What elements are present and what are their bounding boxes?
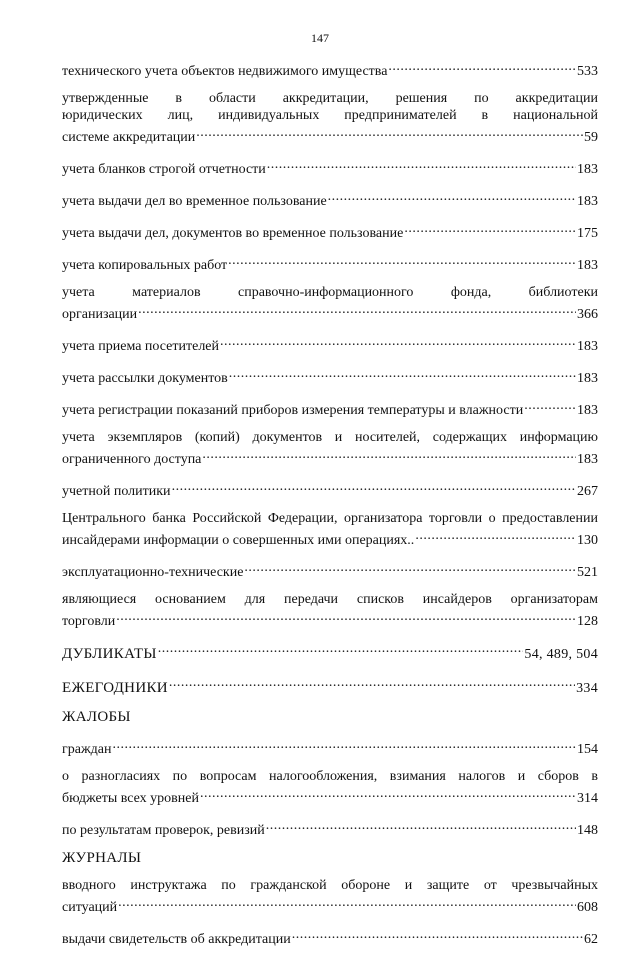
dot-leader — [118, 894, 576, 911]
index-entry — [62, 478, 598, 500]
entry-last-line — [62, 220, 598, 242]
index-entry — [62, 736, 598, 758]
entry-last-line — [62, 156, 598, 178]
dot-leader — [200, 785, 576, 802]
entry-text: торговли — [62, 614, 116, 629]
dot-leader — [196, 124, 583, 141]
entry-text: выдачи свидетельств об аккредитации — [62, 932, 291, 947]
dot-leader — [266, 817, 576, 834]
entry-text: граждан — [62, 742, 112, 757]
entry-last-line — [62, 527, 598, 549]
dot-leader — [524, 397, 576, 414]
dot-leader — [229, 365, 576, 382]
page-reference: 128 — [577, 614, 598, 629]
page-reference: 154 — [577, 742, 598, 757]
entry-text: по результатам проверок, ревизий — [62, 823, 265, 838]
dot-leader — [228, 252, 576, 269]
index-block-journals — [62, 877, 598, 948]
page-reference: 608 — [577, 900, 598, 915]
index-entry — [62, 429, 598, 468]
index-heading-yearbooks — [62, 674, 598, 698]
dot-leader — [158, 640, 524, 658]
page-reference: 183 — [577, 452, 598, 467]
page-reference: 175 — [577, 226, 598, 241]
page-reference: 366 — [577, 307, 598, 322]
index-entry — [62, 156, 598, 178]
page-reference: 314 — [577, 791, 598, 806]
entry-text-line: утвержденные в области аккредитации, решения по аккредитации — [62, 91, 598, 106]
index-entry — [62, 510, 598, 549]
dot-leader — [415, 527, 576, 544]
index-entry — [62, 58, 598, 80]
dot-leader — [112, 736, 576, 753]
entry-last-line — [62, 478, 598, 500]
page-reference: 183 — [577, 162, 598, 177]
entry-last-line — [62, 188, 598, 210]
entry-text: учета бланков строгой отчетности — [62, 162, 266, 177]
index-entry — [62, 333, 598, 355]
entry-last-line — [62, 608, 598, 630]
entry-text: учета регистрации показаний приборов измерения температуры и влажности — [62, 403, 524, 418]
page-reference: 59 — [584, 130, 598, 145]
index-entry — [62, 877, 598, 916]
dot-leader — [138, 301, 576, 318]
entry-text: организации — [62, 307, 138, 322]
index-entry — [62, 284, 598, 323]
heading-label: ЕЖЕГОДНИКИ — [62, 680, 168, 696]
dot-leader — [116, 608, 576, 625]
index-entry — [62, 90, 598, 146]
index-block-1 — [62, 58, 598, 630]
dot-leader — [292, 926, 583, 943]
entry-text: учета приема посетителей — [62, 339, 220, 354]
entry-last-line — [62, 365, 598, 387]
entry-text-line: вводного инструктажа по гражданской обороне и защите от чрезвычайных — [62, 878, 598, 893]
entry-last-line — [62, 817, 598, 839]
dot-leader — [388, 58, 576, 75]
entry-last-line — [62, 301, 598, 323]
index-entry — [62, 926, 598, 948]
entry-text: учетной политики — [62, 484, 171, 499]
dot-leader — [169, 674, 575, 692]
page-reference: 533 — [577, 64, 598, 79]
page-reference: 267 — [577, 484, 598, 499]
page-reference: 130 — [577, 533, 598, 548]
entry-last-line — [62, 446, 598, 468]
index-entry — [62, 220, 598, 242]
entry-last-line — [62, 58, 598, 80]
entry-text-line: учета материалов справочно-информационного фонда, библиотеки — [62, 285, 598, 300]
entry-text: бюджеты всех уровней — [62, 791, 199, 806]
dot-leader — [267, 156, 576, 173]
entry-text-line: являющиеся основанием для передачи списков инсайдеров организаторам — [62, 592, 598, 607]
page-reference: 521 — [577, 565, 598, 580]
entry-last-line — [62, 397, 598, 419]
index-entry — [62, 768, 598, 807]
index-entries — [62, 58, 598, 958]
entry-last-line — [62, 124, 598, 146]
entry-text-line: юридических лиц, индивидуальных предпринимателей в национальной — [62, 108, 598, 123]
index-heading-duplicates — [62, 640, 598, 664]
entry-last-line — [62, 894, 598, 916]
entry-text: инсайдерами информации о совершенных ими операциях.. — [62, 533, 415, 548]
entry-text: ограниченного доступа — [62, 452, 202, 467]
entry-text: ситуаций — [62, 900, 118, 915]
heading-label: ДУБЛИКАТЫ — [62, 646, 157, 662]
page-reference: 334 — [576, 681, 598, 696]
index-entry — [62, 365, 598, 387]
entry-last-line — [62, 926, 598, 948]
index-entry — [62, 559, 598, 581]
dot-leader — [172, 478, 576, 495]
index-entry — [62, 252, 598, 274]
dot-leader — [202, 446, 576, 463]
dot-leader — [244, 559, 576, 576]
index-entry — [62, 817, 598, 839]
entry-text-line: Центрального банка Российской Федерации, организатора торговли о предоставлении — [62, 511, 598, 526]
entry-last-line — [62, 252, 598, 274]
entry-text: эксплуатационно-технические — [62, 565, 244, 580]
entry-last-line — [62, 785, 598, 807]
entry-text: учета выдачи дел, документов во временное пользование — [62, 226, 404, 241]
page-reference: 183 — [577, 403, 598, 418]
index-entry — [62, 188, 598, 210]
index-entry — [62, 397, 598, 419]
entry-last-line — [62, 559, 598, 581]
entry-last-line — [62, 736, 598, 758]
entry-text: технического учета объектов недвижимого имущества — [62, 64, 388, 79]
page-reference: 183 — [577, 194, 598, 209]
entry-text: учета копировальных работ — [62, 258, 228, 273]
index-entry — [62, 591, 598, 630]
page-reference: 148 — [577, 823, 598, 838]
page-reference: 183 — [577, 258, 598, 273]
dot-leader — [404, 220, 576, 237]
page-reference: 183 — [577, 371, 598, 386]
page-reference: 62 — [584, 932, 598, 947]
index-heading-journals: ЖУРНАЛЫ — [62, 850, 142, 866]
index-heading-complaints: ЖАЛОБЫ — [62, 709, 131, 725]
dot-leader — [328, 188, 576, 205]
entry-text-line: о разногласиях по вопросам налогообложения, взимания налогов и сборов в — [62, 769, 598, 784]
entry-text: учета выдачи дел во временное пользование — [62, 194, 327, 209]
page-number: 147 — [311, 31, 329, 45]
entry-last-line — [62, 333, 598, 355]
page-reference: 183 — [577, 339, 598, 354]
entry-text: учета рассылки документов — [62, 371, 228, 386]
entry-text: системе аккредитации — [62, 130, 196, 145]
index-block-complaints — [62, 736, 598, 839]
entry-text-line: учета экземпляров (копий) документов и носителей, содержащих информацию — [62, 430, 598, 445]
dot-leader — [220, 333, 576, 350]
page-reference: 54, 489, 504 — [524, 647, 598, 662]
